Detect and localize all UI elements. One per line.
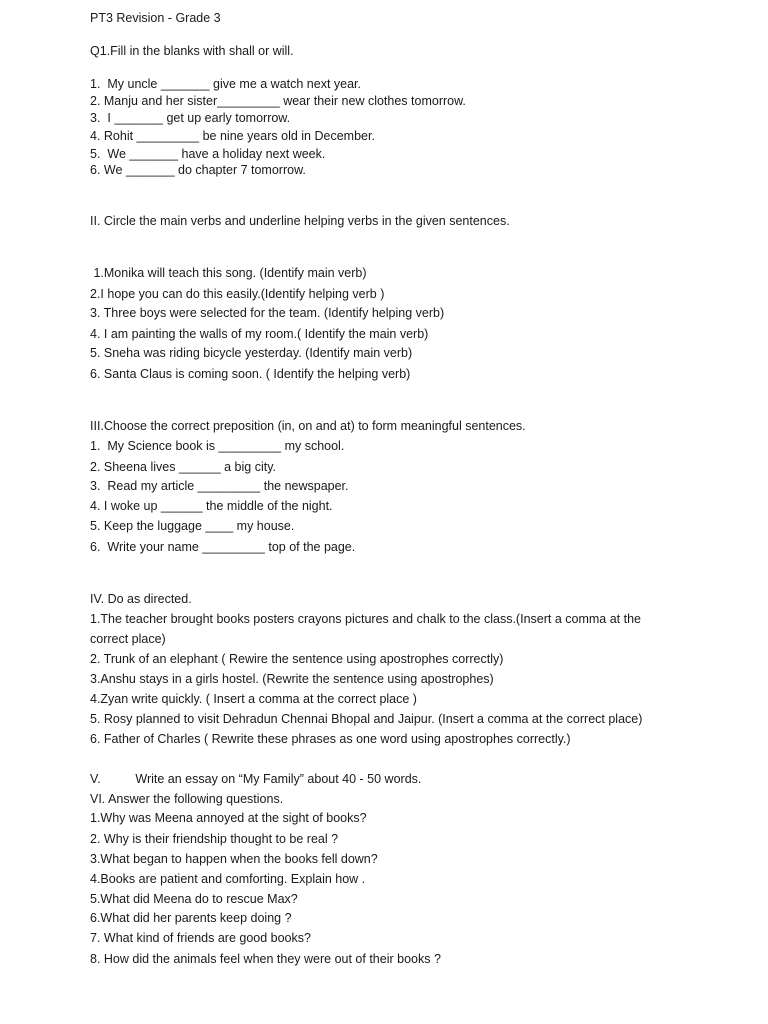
q3-item: 5. Keep the luggage ____ my house. [90, 519, 295, 533]
q4-item: 4.Zyan write quickly. ( Insert a comma at the correct place ) [90, 692, 417, 706]
q4-item: 6. Father of Charles ( Rewrite these phrases as one word using apostrophes correctly.) [90, 732, 571, 746]
q1-heading: Q1.Fill in the blanks with shall or will. [90, 44, 294, 58]
q3-item: 2. Sheena lives ______ a big city. [90, 460, 277, 474]
q6-item: 4.Books are patient and comforting. Explain how . [90, 872, 366, 886]
q3-heading: III.Choose the correct preposition (in, on and at) to form meaningful sentences. [90, 419, 526, 433]
q2-item: 5. Sneha was riding bicycle yesterday. (Identify main verb) [90, 346, 413, 360]
q6-item: 7. What kind of friends are good books? [90, 931, 311, 945]
q3-item: 3. Read my article _________ the newspaper. [90, 479, 349, 493]
q2-item: 4. I am painting the walls of my room.( Identify the main verb) [90, 327, 429, 341]
q2-item: 2.I hope you can do this easily.(Identify helping verb ) [90, 287, 385, 301]
q6-item: 2. Why is their friendship thought to be real ? [90, 832, 339, 846]
q6-item: 5.What did Meena do to rescue Max? [90, 892, 298, 906]
q4-heading: IV. Do as directed. [90, 592, 192, 606]
q5-heading: V. Write an essay on “My Family” about 40 - 50 words. [90, 772, 422, 786]
q3-item: 6. Write your name _________ top of the page. [90, 540, 356, 554]
document-title: PT3 Revision - Grade 3 [90, 11, 221, 25]
q6-item: 8. How did the animals feel when they were out of their books ? [90, 952, 441, 966]
q6-heading: VI. Answer the following questions. [90, 792, 284, 806]
q4-item: 1.The teacher brought books posters crayons pictures and chalk to the class.(Insert a comma at the correct place) [90, 612, 641, 646]
q2-item: 6. Santa Claus is coming soon. ( Identify the helping verb) [90, 367, 411, 381]
q6-item: 3.What began to happen when the books fell down? [90, 852, 378, 866]
q1-item: 5. We _______ have a holiday next week. [90, 147, 326, 161]
q1-item: 3. I _______ get up early tomorrow. [90, 111, 291, 125]
q1-item: 1. My uncle _______ give me a watch next year. [90, 77, 361, 91]
q2-item: 1.Monika will teach this song. (Identify main verb) [90, 266, 367, 280]
q1-item: 6. We _______ do chapter 7 tomorrow. [90, 163, 306, 177]
q3-item: 4. I woke up ______ the middle of the night. [90, 499, 333, 513]
q1-item: 2. Manju and her sister_________ wear their new clothes tomorrow. [90, 94, 466, 108]
q3-item: 1. My Science book is _________ my school. [90, 439, 345, 453]
q6-item: 1.Why was Meena annoyed at the sight of books? [90, 811, 367, 825]
q4-item: 2. Trunk of an elephant ( Rewire the sentence using apostrophes correctly) [90, 652, 504, 666]
q2-heading: II. Circle the main verbs and underline helping verbs in the given sentences. [90, 214, 510, 228]
q1-item: 4. Rohit _________ be nine years old in December. [90, 129, 375, 143]
q6-item: 6.What did her parents keep doing ? [90, 911, 292, 925]
q2-item: 3. Three boys were selected for the team. (Identify helping verb) [90, 306, 445, 320]
q4-item: 3.Anshu stays in a girls hostel. (Rewrite the sentence using apostrophes) [90, 672, 494, 686]
q4-item: 5. Rosy planned to visit Dehradun Chennai Bhopal and Jaipur. (Insert a comma at the correct place) [90, 712, 643, 726]
